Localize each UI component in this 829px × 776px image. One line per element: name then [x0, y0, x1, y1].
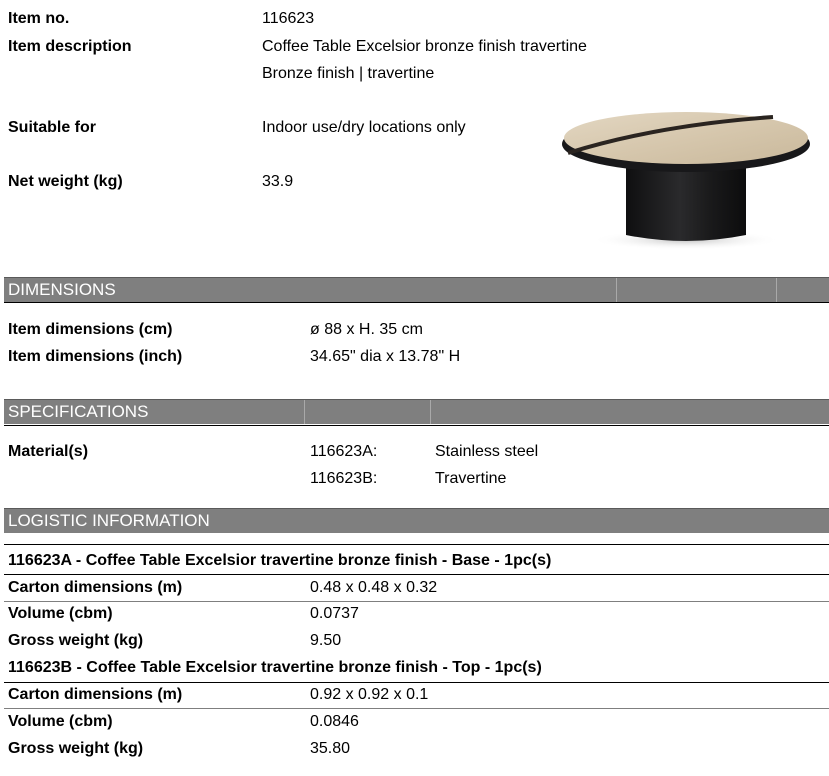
item-no-label: Item no.: [8, 10, 70, 27]
table-top-surface: [564, 112, 808, 164]
material-name: Stainless steel: [435, 443, 539, 460]
dimensions-section-header: [4, 277, 829, 302]
material-code: 116623B:: [310, 470, 378, 487]
carton-dimensions-value: 0.48 x 0.48 x 0.32: [310, 579, 438, 596]
material-code: 116623A:: [310, 443, 378, 460]
header-divider: [776, 278, 777, 302]
divider: [4, 708, 829, 709]
divider: [4, 682, 829, 683]
materials-label: Material(s): [8, 443, 89, 460]
net-weight-label: Net weight (kg): [8, 173, 123, 190]
item-dimensions-inch-label: Item dimensions (inch): [8, 348, 183, 365]
divider: [4, 601, 829, 602]
suitable-for-label: Suitable for: [8, 119, 97, 136]
divider: [4, 425, 829, 426]
carton-dimensions-label: Carton dimensions (m): [8, 686, 183, 703]
logistics-part-title: 116623A - Coffee Table Excelsior travertine bronze finish - Base - 1pc(s): [8, 552, 552, 569]
item-dimensions-cm-label: Item dimensions (cm): [8, 321, 173, 338]
item-dimensions-inch-value: 34.65" dia x 13.78" H: [310, 348, 461, 365]
carton-dimensions-label: Carton dimensions (m): [8, 579, 183, 596]
item-description-line1: Coffee Table Excelsior bronze finish travertine: [262, 38, 587, 55]
volume-value: 0.0846: [310, 713, 359, 730]
gross-weight-value: 35.80: [310, 740, 351, 757]
logistics-title: LOGISTIC INFORMATION: [8, 511, 210, 530]
material-name: Travertine: [435, 470, 507, 487]
carton-dimensions-value: 0.92 x 0.92 x 0.1: [310, 686, 429, 703]
specifications-section-header: [4, 399, 829, 424]
divider: [4, 574, 829, 575]
item-dimensions-cm-value: ø 88 x H. 35 cm: [310, 321, 423, 338]
coffee-table-image: [548, 95, 818, 255]
header-divider: [616, 278, 617, 302]
volume-label: Volume (cbm): [8, 605, 113, 622]
gross-weight-value: 9.50: [310, 632, 342, 649]
dimensions-title: DIMENSIONS: [8, 280, 116, 299]
item-description-line2: Bronze finish | travertine: [262, 65, 435, 82]
logistics-part-title: 116623B - Coffee Table Excelsior travertine bronze finish - Top - 1pc(s): [8, 659, 542, 676]
logistics-section-header: [4, 508, 829, 533]
gross-weight-label: Gross weight (kg): [8, 740, 144, 757]
specifications-title: SPECIFICATIONS: [8, 402, 149, 421]
volume-label: Volume (cbm): [8, 713, 113, 730]
gross-weight-label: Gross weight (kg): [8, 632, 144, 649]
suitable-for-value: Indoor use/dry locations only: [262, 119, 466, 136]
divider: [4, 302, 829, 303]
item-description-label: Item description: [8, 38, 132, 55]
header-divider: [430, 400, 431, 424]
item-no-value: 116623: [262, 10, 315, 27]
net-weight-value: 33.9: [262, 173, 294, 190]
divider: [4, 544, 829, 545]
header-divider: [304, 400, 305, 424]
volume-value: 0.0737: [310, 605, 359, 622]
